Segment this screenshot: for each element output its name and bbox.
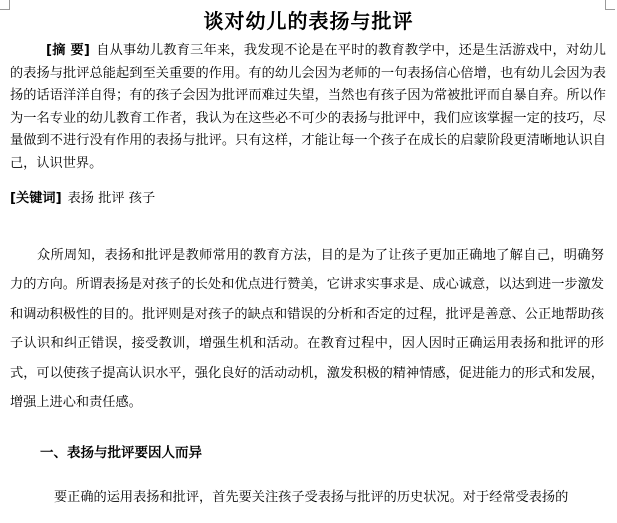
abstract-text: 自从事幼儿教育三年来，我发现不论是在平时的教育教学中，还是生活游戏中，对幼儿的表扬与批评总能起到至关重要的作用。有的幼儿会因为老师的一句表扬信心倍增，也有幼儿会因为表扬的话语洋洋自得；有的孩子会因为批评而难过失望，当然也有孩子因为常被批评而自暴自弃。所以作为一名专业的幼儿教育工作者，我认为在这些必不可少的表扬与批评中，我们应该掌握一定的技巧，尽量做到不进行没有作用的表扬与批评。只有这样，才能让每一个孩子在成长的启蒙阶段更清晰地认识自己，认识世界。: [10, 43, 606, 171]
section-paragraph: 要正确的运用表扬和批评，首先要关注孩子受表扬与批评的历史状况。对于经常受表扬的: [54, 490, 569, 505]
intro-paragraph: 众所周知，表扬和批评是教师常用的教育方法，目的是为了让孩子更加正确地了解自己，明确努力的方向。所谓表扬是对孩子的长处和优点进行赞美，它讲求实事求是、成心诚意，以达到进一步激发和调动积极性的目的。批评则是对孩子的缺点和错误的分析和否定的过程，批评是善意、公正地帮助孩子认识和纠正错误，接受教训，增强生机和活动。在教育过程中，因人因时正确运用表扬和批评的形式，可以使孩子提高认识水平，强化良好的活动动机，激发积极的精神情感，促进能力的形式和发展，增强上进心和责任感。: [10, 248, 604, 411]
document-title: 谈对幼儿的表扬与批评: [203, 9, 414, 33]
keywords-text: 表扬 批评 孩子: [67, 191, 156, 206]
section-heading: 一、表扬与批评要因人而异: [40, 445, 202, 461]
keywords-label: [关键词]: [10, 191, 62, 206]
abstract-paragraph: [10, 40, 606, 176]
abstract-label: [摘 要]: [46, 43, 90, 58]
keywords-line: [10, 188, 606, 210]
